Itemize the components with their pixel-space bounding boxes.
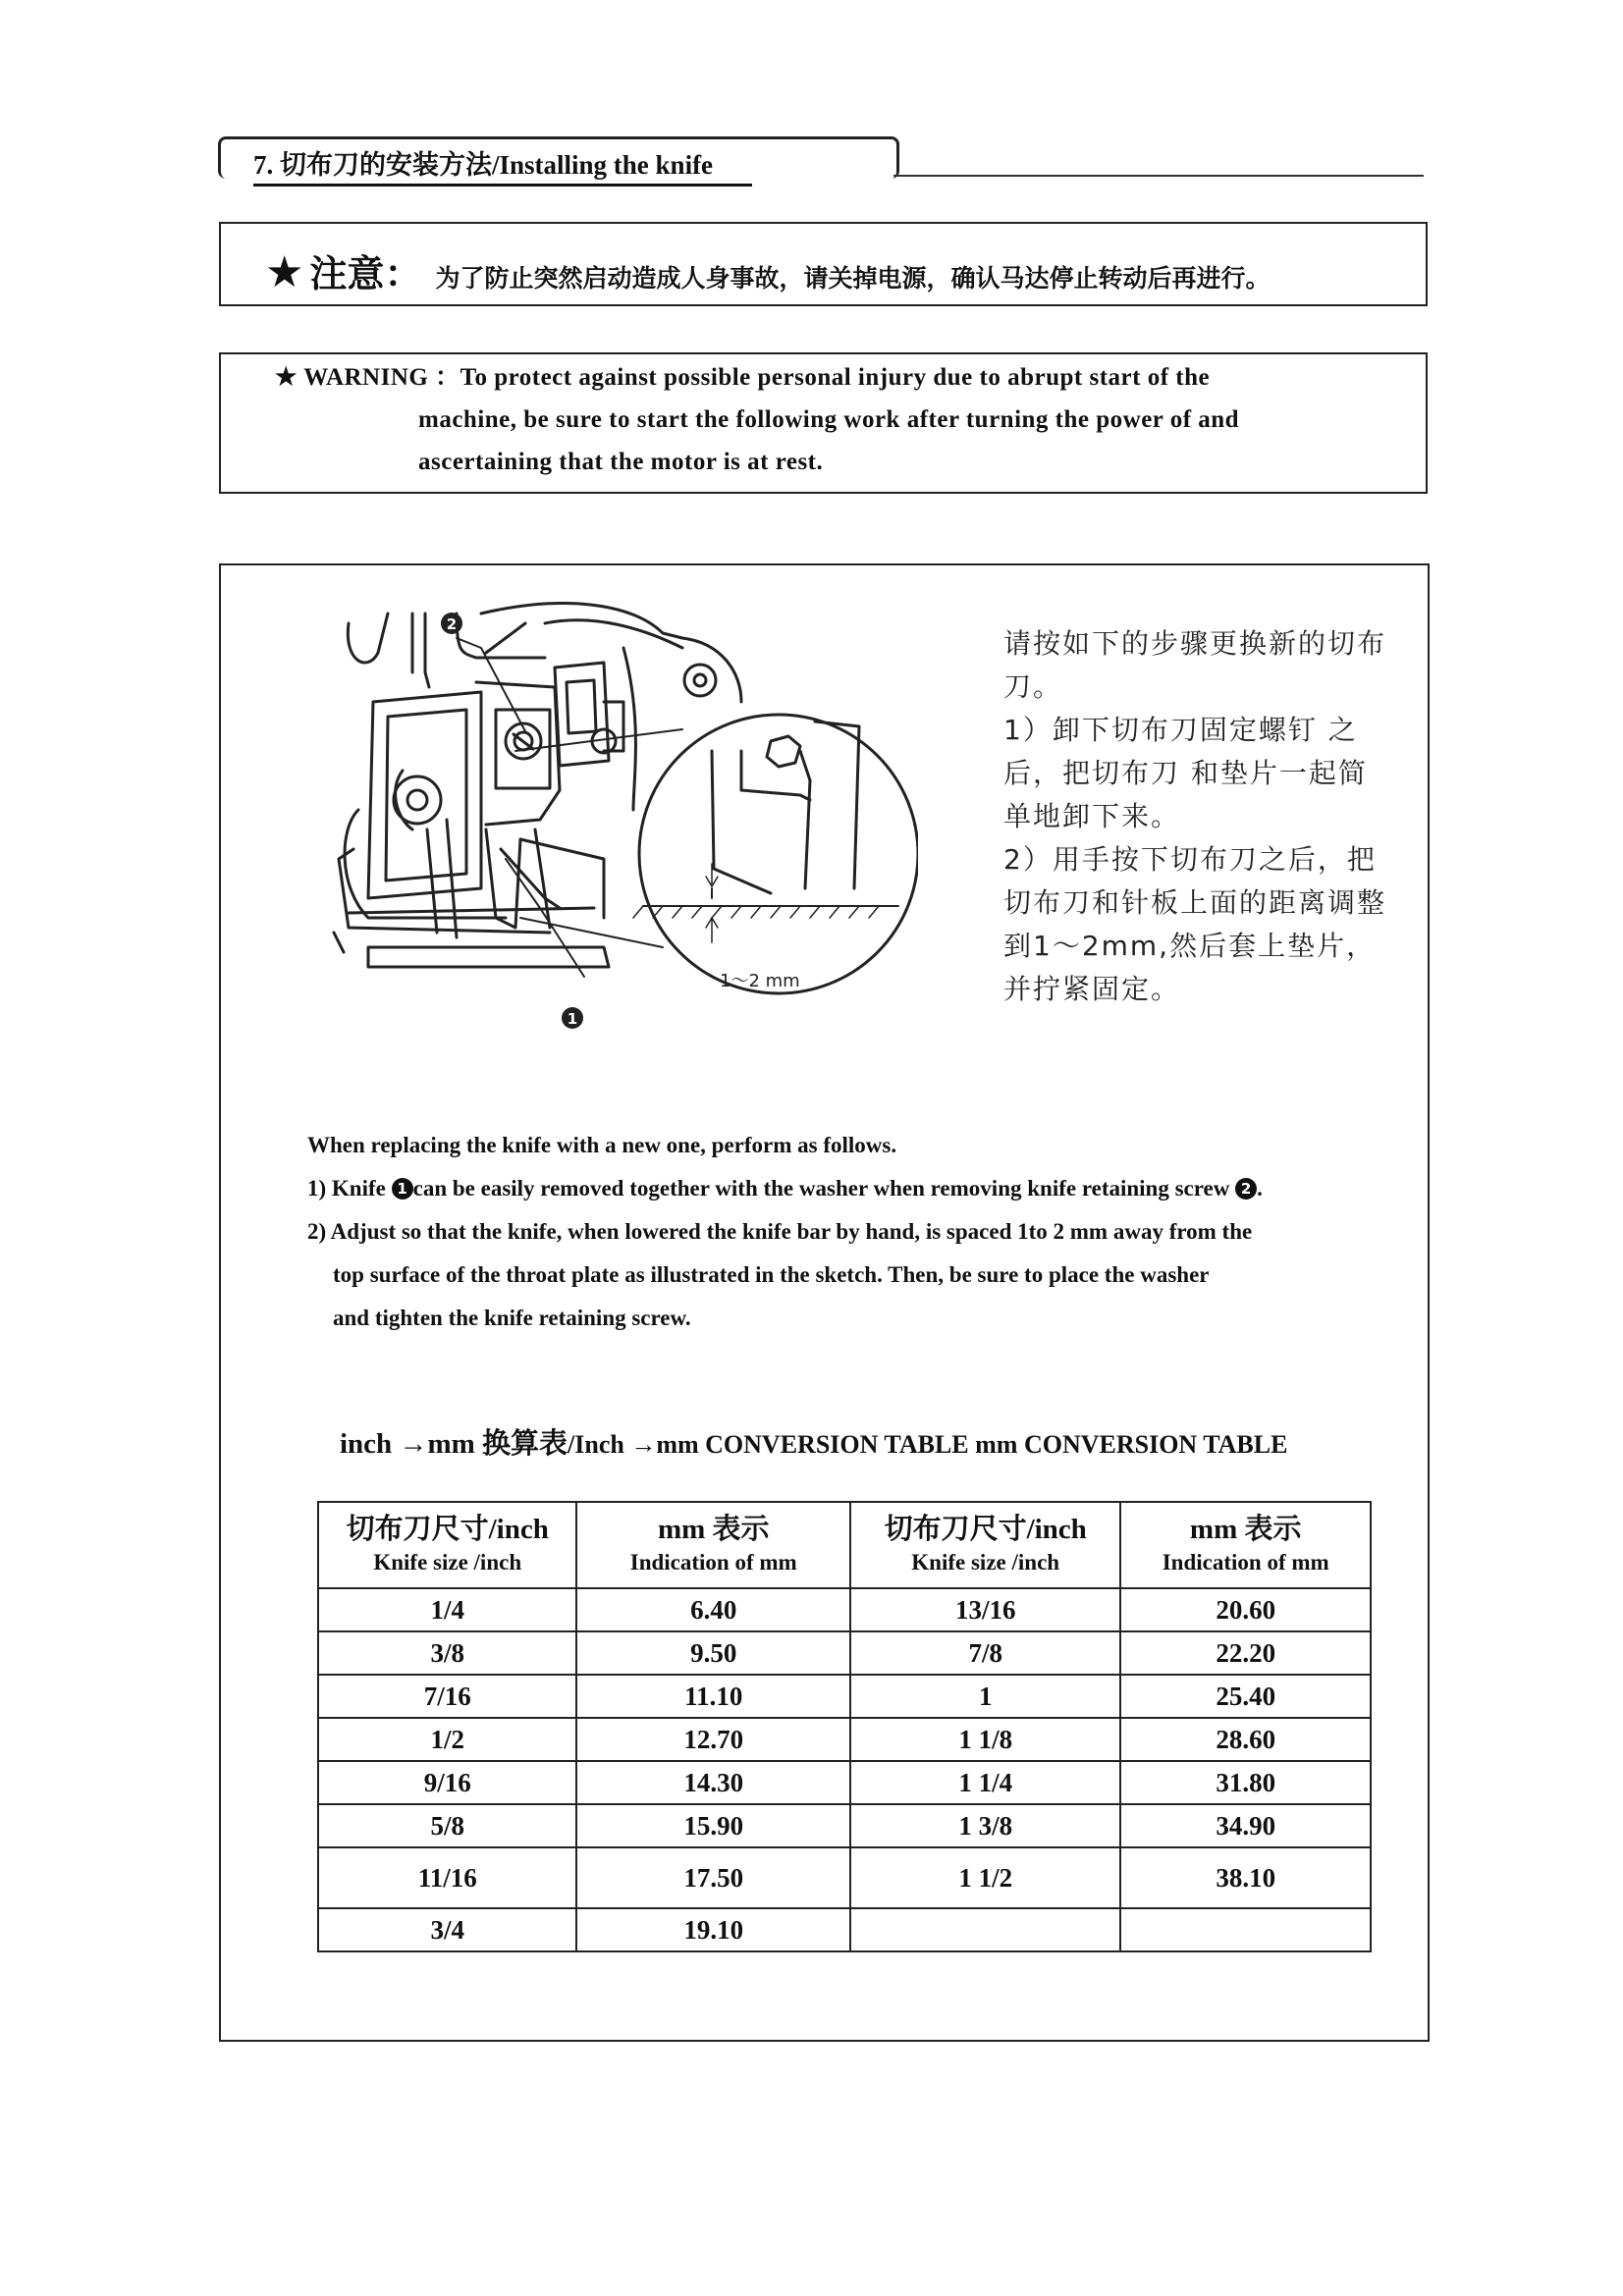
table-cell: 12.70 (576, 1718, 849, 1761)
arrow-icon: → (399, 1428, 428, 1460)
table-cell: 11/16 (318, 1847, 576, 1908)
table-row (318, 1804, 1371, 1847)
table-header-cell: mm 表示 Indication of mm (1120, 1502, 1371, 1588)
title-part-cn: mm 换算表 (427, 1428, 568, 1460)
table-header-cell: mm 表示 Indication of mm (576, 1502, 849, 1588)
gap-dimension-label: 1～2 mm (720, 971, 800, 991)
screw-number-badge: 2 (1235, 1178, 1257, 1200)
conversion-table (317, 1501, 1372, 1952)
caution-label: 注意： (309, 252, 422, 295)
table-cell: 11.10 (576, 1675, 849, 1718)
table-cell: 1 3/8 (850, 1804, 1120, 1847)
table-cell: 7/16 (318, 1675, 576, 1718)
table-cell: 15.90 (576, 1804, 849, 1847)
knife-number-badge: 1 (392, 1178, 413, 1200)
table-cell: 3/4 (318, 1908, 576, 1951)
table-cell: 9.50 (576, 1631, 849, 1675)
table-row (318, 1718, 1371, 1761)
steps-en-step-1 (307, 1167, 1407, 1210)
table-cell: 5/8 (318, 1804, 576, 1847)
section-rule (893, 175, 1424, 177)
table-cell: 25.40 (1120, 1675, 1371, 1718)
steps-en (307, 1124, 1407, 1340)
steps-cn-step-1: 1）卸下切布刀固定螺钉 之后，把切布刀 和垫片一起简单地卸下来。 (1003, 714, 1368, 832)
table-row (318, 1631, 1371, 1675)
title-part-slash: /Inch (568, 1430, 631, 1459)
caution-cn (265, 243, 1270, 297)
table-row (318, 1761, 1371, 1804)
table-header-cell: 切布刀尺寸/inch Knife size /inch (850, 1502, 1120, 1588)
step-1-text-b: can be easily removed together with the washer when removing knife retaining screw (412, 1176, 1236, 1201)
table-row (318, 1847, 1371, 1908)
table-row (318, 1675, 1371, 1718)
table-cell: 1 (850, 1675, 1120, 1718)
table-cell: 6.40 (576, 1588, 849, 1631)
section-title: 7. 切布刀的安装方法/Installing the knife (253, 143, 752, 187)
table-cell (1120, 1908, 1371, 1951)
table-cell: 22.20 (1120, 1631, 1371, 1675)
table-row (318, 1908, 1371, 1951)
title-part-en: mm CONVERSION TABLE mm CONVERSION TABLE (656, 1430, 1288, 1459)
conversion-table-title (340, 1421, 1287, 1462)
star-icon: ★ (265, 247, 304, 297)
table-row (318, 1588, 1371, 1631)
table-cell: 28.60 (1120, 1718, 1371, 1761)
table-cell: 3/8 (318, 1631, 576, 1675)
warning-line-1: ★ WARNING ：To protect against possible personal injury due to abrupt start of the (275, 364, 1211, 391)
warning-line-3: ascertaining that the motor is at rest. (418, 449, 824, 475)
table-cell: 38.10 (1120, 1847, 1371, 1908)
table-cell: 1 1/4 (850, 1761, 1120, 1804)
table-cell: 31.80 (1120, 1761, 1371, 1804)
steps-cn-step-2: 2）用手按下切布刀之后，把切布刀和针板上面的距离调整到1～2mm,然后套上垫片，并拧紧固定。 (1003, 843, 1387, 1005)
table-header-cell: 切布刀尺寸/inch Knife size /inch (318, 1502, 576, 1588)
steps-en-step-2-line-3: and tighten the knife retaining screw. (333, 1306, 691, 1330)
step-1-text-a: 1) Knife (307, 1176, 392, 1201)
table-cell: 34.90 (1120, 1804, 1371, 1847)
table-cell: 1/2 (318, 1718, 576, 1761)
table-cell: 17.50 (576, 1847, 849, 1908)
table-cell: 7/8 (850, 1631, 1120, 1675)
table-cell: 14.30 (576, 1761, 849, 1804)
table-cell (850, 1908, 1120, 1951)
table-header-row (318, 1502, 1371, 1588)
callout-1-label: 1 (567, 1010, 578, 1028)
table-cell: 1 1/8 (850, 1718, 1120, 1761)
table-cell: 9/16 (318, 1761, 576, 1804)
warning-en (275, 356, 1394, 483)
steps-en-step-2-line-1: 2) Adjust so that the knife, when lowered the knife bar by hand, is spaced 1to 2 mm away from the (307, 1219, 1253, 1244)
callout-2-label: 2 (446, 615, 458, 633)
arrow-icon: → (630, 1430, 657, 1459)
table-cell: 1/4 (318, 1588, 576, 1631)
title-part-inch: inch (340, 1428, 400, 1460)
steps-cn-intro: 请按如下的步骤更换新的切布刀。 (1003, 627, 1387, 703)
table-cell: 20.60 (1120, 1588, 1371, 1631)
table-cell: 1 1/2 (850, 1847, 1120, 1908)
knife-installation-diagram (309, 594, 918, 1038)
step-1-text-c: . (1257, 1176, 1263, 1201)
steps-en-step-2-line-2: top surface of the throat plate as illustrated in the sketch. Then, be sure to place the washer (333, 1262, 1210, 1287)
warning-line-2: machine, be sure to start the following work after turning the power of and (418, 406, 1240, 433)
steps-cn (1003, 622, 1396, 1011)
steps-en-intro: When replacing the knife with a new one, perform as follows. (307, 1133, 897, 1157)
caution-text: 为了防止突然启动造成人身事故，请关掉电源，确认马达停止转动后再进行。 (435, 264, 1271, 293)
table-cell: 13/16 (850, 1588, 1120, 1631)
table-cell: 19.10 (576, 1908, 849, 1951)
